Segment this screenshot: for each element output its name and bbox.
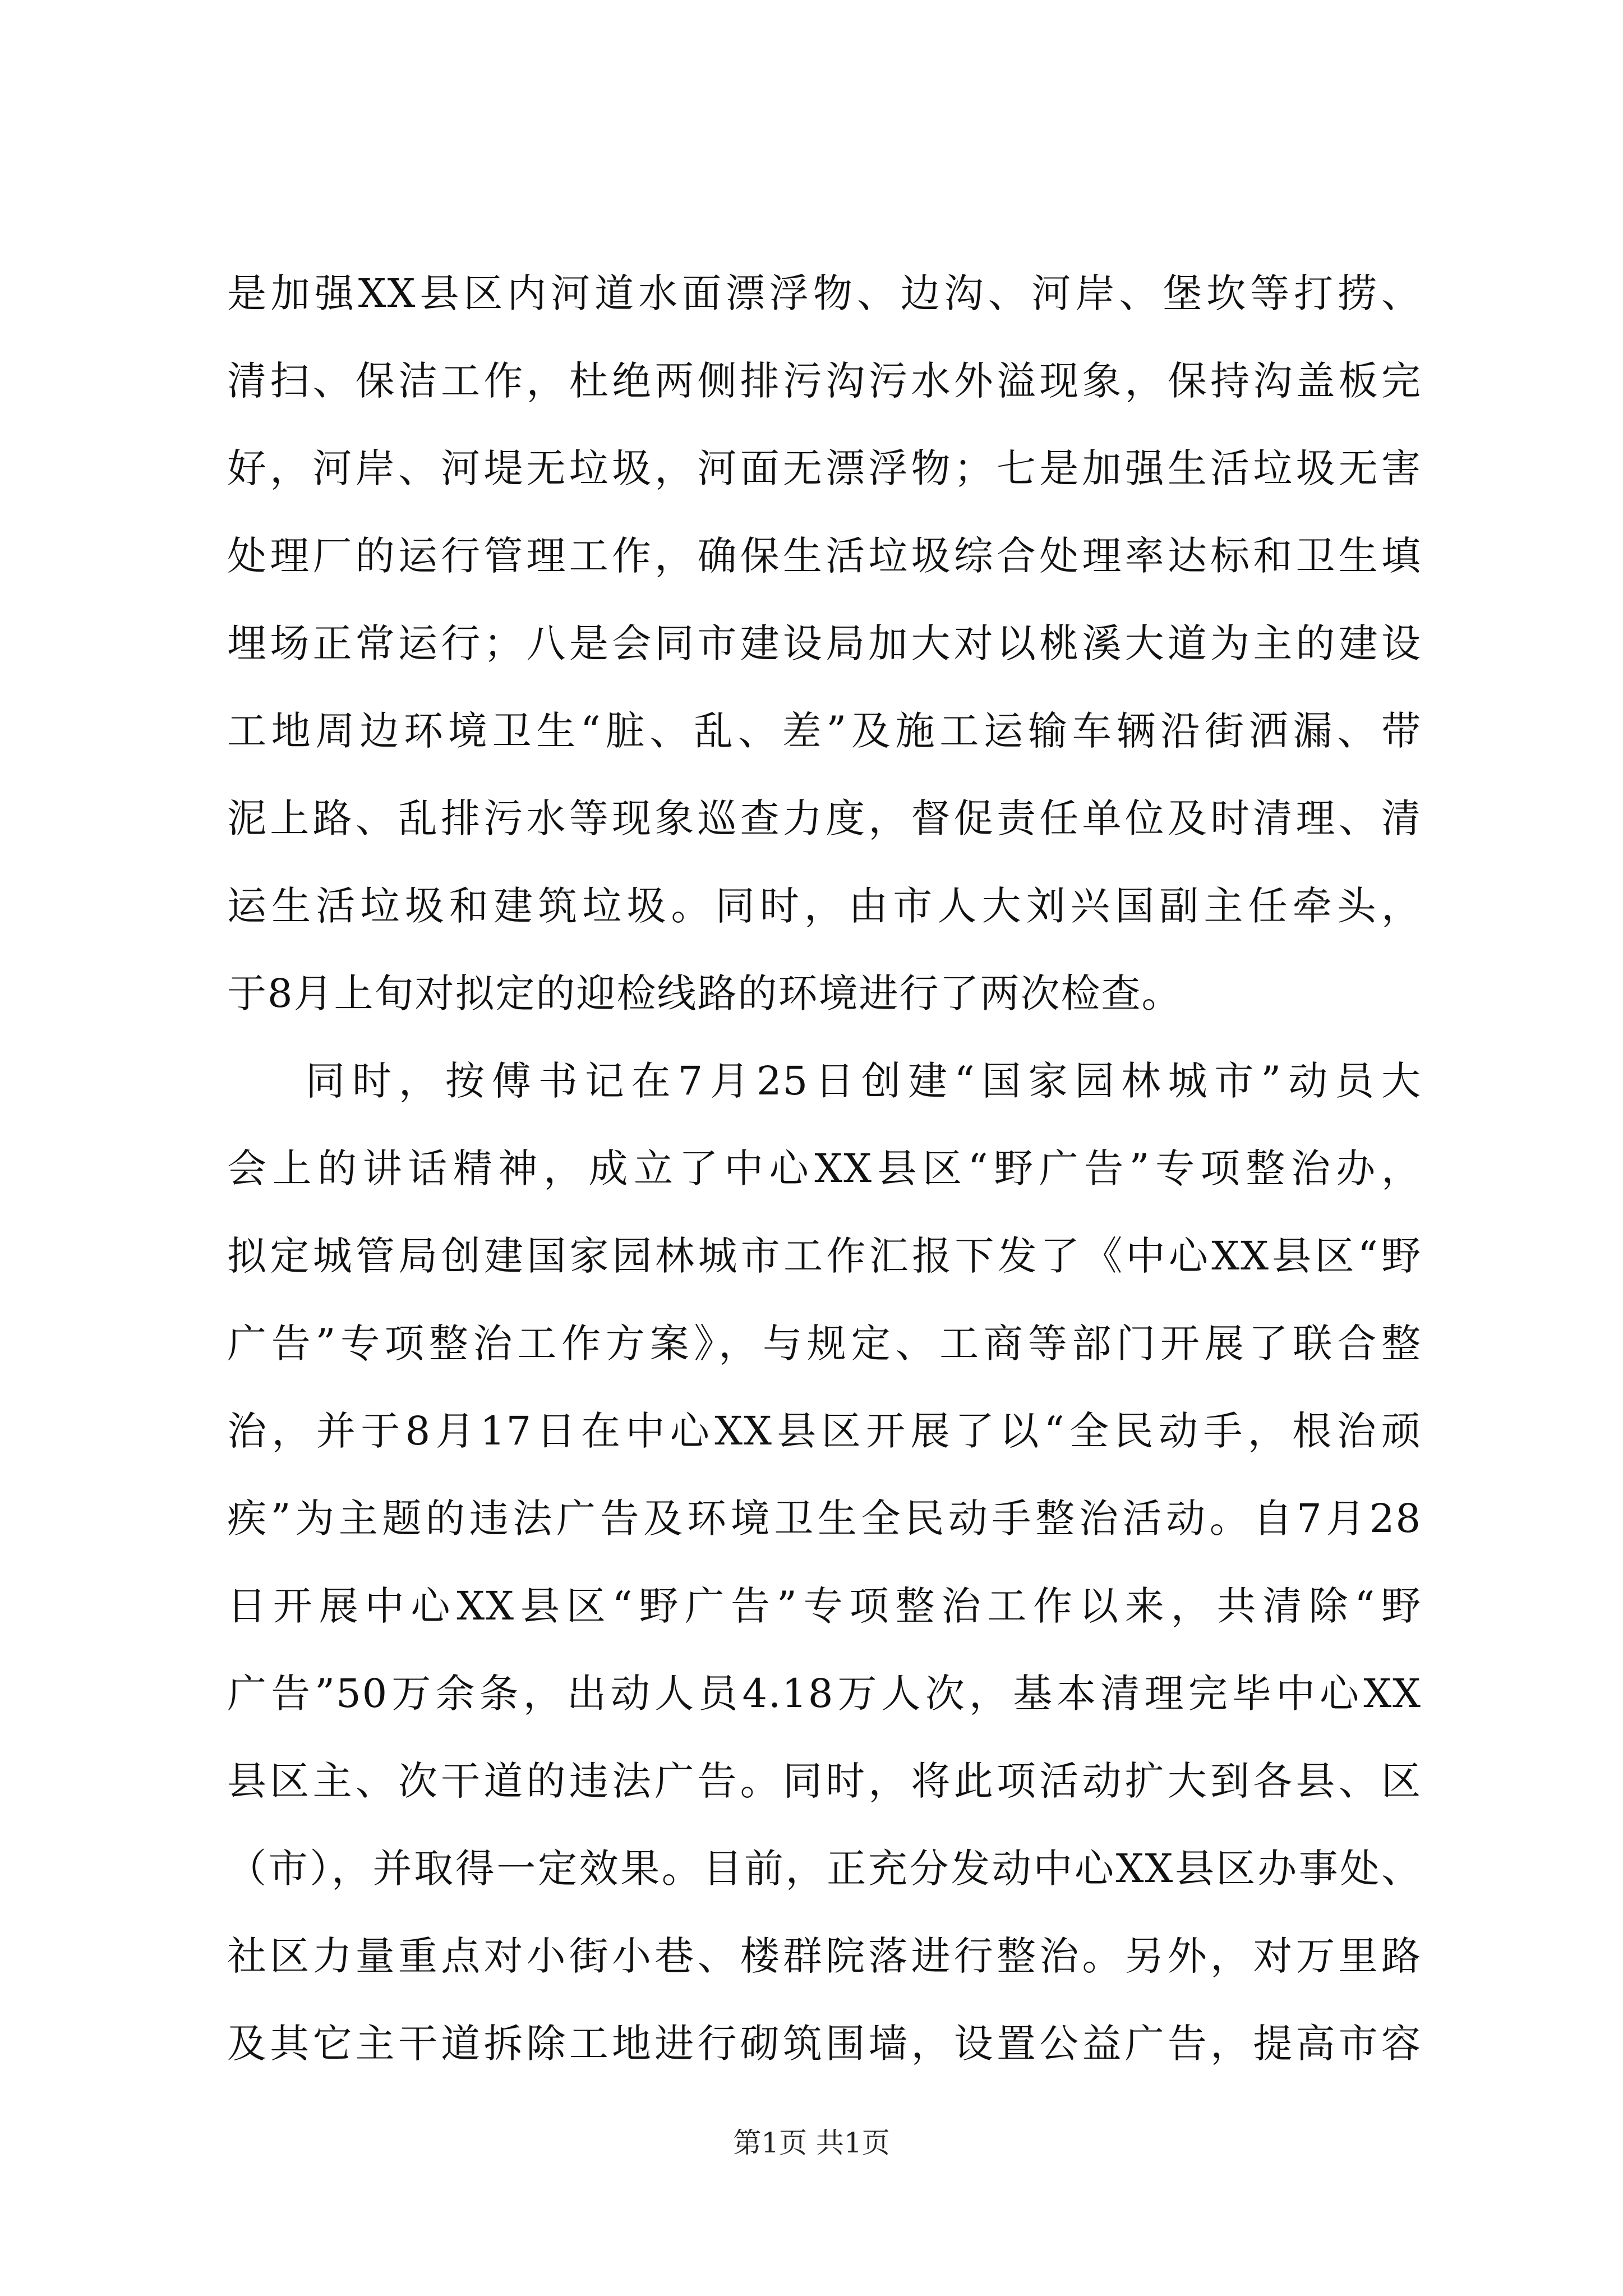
text-line: 运生活垃圾和建筑垃圾。同时，由市人大刘兴国副主任牵头， (227, 883, 1422, 929)
text-line: 治，并于8月17日在中心XX县区开展了以“全民动手，根治顽 (227, 1408, 1422, 1454)
text-line: 日开展中心XX县区“野广告”专项整治工作以来，共清除“野 (227, 1583, 1422, 1629)
paragraph (227, 1037, 1422, 2087)
text-line: （市），并取得一定效果。目前，正充分发动中心XX县区办事处、 (227, 1846, 1422, 1892)
text-line: 泥上路、乱排污水等现象巡查力度，督促责任单位及时清理、清 (227, 795, 1422, 841)
text-line: 及其它主干道拆除工地进行砌筑围墙，设置公益广告，提高市容 (227, 2021, 1422, 2067)
text-line: 拟定城管局创建国家园林城市工作汇报下发了《中心XX县区“野 (227, 1233, 1422, 1279)
document-body (227, 250, 1422, 2087)
text-line: 于8月上旬对拟定的迎检线路的环境进行了两次检查。 (227, 970, 1182, 1016)
text-line: 广告”专项整治工作方案》，与规定、工商等部门开展了联合整 (227, 1320, 1422, 1366)
text-line: 社区力量重点对小街小巷、楼群院落进行整治。另外，对万里路 (227, 1933, 1422, 1979)
text-line: 是加强XX县区内河道水面漂浮物、边沟、河岸、堡坎等打捞、 (227, 270, 1422, 316)
text-line: 同时，按傅书记在7月25日创建“国家园林城市”动员大 (306, 1058, 1422, 1104)
text-line: 好，河岸、河堤无垃圾，河面无漂浮物；七是加强生活垃圾无害 (227, 445, 1422, 491)
paragraph (227, 250, 1422, 1037)
text-line: 县区主、次干道的违法广告。同时，将此项活动扩大到各县、区 (227, 1758, 1422, 1804)
text-line: 清扫、保洁工作，杜绝两侧排污沟污水外溢现象，保持沟盖板完 (227, 358, 1422, 404)
text-line: 广告”50万余条，出动人员4.18万人次，基本清理完毕中心XX (227, 1671, 1422, 1717)
text-line: 会上的讲话精神，成立了中心XX县区“野广告”专项整治办， (227, 1145, 1422, 1191)
page-footer: 第1页 共1页 (733, 2127, 890, 2159)
text-line: 工地周边环境卫生“脏、乱、差”及施工运输车辆沿街洒漏、带 (227, 708, 1422, 754)
text-line: 处理厂的运行管理工作，确保生活垃圾综合处理率达标和卫生填 (227, 533, 1422, 579)
text-line: 埋场正常运行；八是会同市建设局加大对以桃溪大道为主的建设 (227, 620, 1422, 666)
text-line: 疾”为主题的违法广告及环境卫生全民动手整治活动。自7月28 (227, 1496, 1422, 1542)
